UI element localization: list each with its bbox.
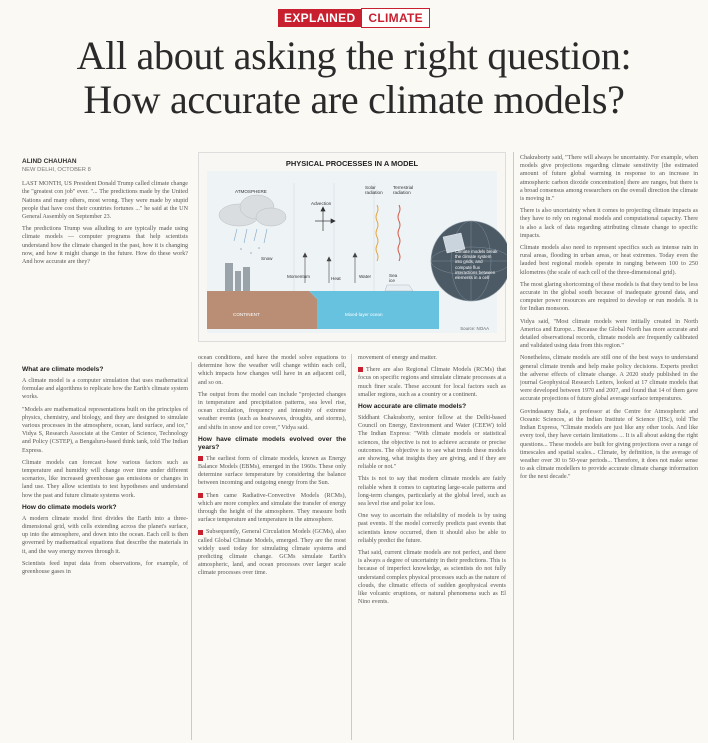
bullet-marker [198,530,203,535]
column-a [22,362,188,740]
label-momentum: Momentum [287,274,310,279]
globe-note: Climate models break the climate system into grids, and compute flux interactions between elements in a cell [455,249,498,281]
label-mixed-layer-ocean: Mixed-layer ocean [345,312,383,317]
col-c-bullet-1-text: There are also Regional Climate Models (RCMs) that focus on specific regions and simulate climate processes at a much finer scale. These account for local factors such as smaller regions, such as a country or a continent. [358,367,506,398]
subhead-how-models-work: How do climate models work? [22,503,117,511]
col-c-paragraph-1: movement of energy and matter. [358,355,437,361]
author-byline: ALIND CHAUHAN [22,158,77,165]
col-b-bullet-1-text: The earliest form of climate models, known as Energy Balance Models (EBMs), emerged in the 1960s. These only determine surface temperature by considering the balance between incoming and outgoing energy from the Sun. [198,455,346,487]
col-b-bullet-2 [198,492,346,525]
col-d-paragraph-7: Govindasamy Bala, a professor at the Centre for Atmospheric and Oceanic Sciences, at the Indian Institute of Science (IISc), told The Indian Express, "Climate models are just like any other tools. And like every tool, they have certain limitations ... It is all about asking the right questions... These models are built for giving projections over a range of timescales and spatial scales... Climate, by definition, is the average of weather over 30 to 50-year periods... Therefore, it does not make sense to ask climate modellers to provide accurate climate change information for the next decade." [520,408,698,481]
bullet-marker [198,493,203,498]
column-rule [351,354,352,740]
col-a-paragraph-3: Climate models can forecast how various factors such as temperature and humidity will change over time under different scenarios, like increased greenhouse gas emissions or changes in land use. They allow scientists to test hypotheses and understand how the past and future climate systems work. [22,459,188,499]
bullet-marker [198,456,203,461]
col-d-paragraph-2: There is also uncertainty when it comes to projecting climate impacts as they have to rely on regional models and computational capacity. There is also a lack of data regarding attributing climate change to specific impacts. [520,208,698,239]
label-atmosphere: ATMOSPHERE [235,189,267,194]
col-b-bullet-3-text: Subsequently, General Circulation Models (GCMs), also called Global Climate Models, emerged. They are the most widely used today for simulating climate systems and predicting climate change. GCMs simulate Earth's atmospheric, land, and ocean processes over larger scale climate processes over time. [198,529,346,577]
label-solar-radiation: Solar radiation [365,185,383,195]
col-b-paragraph-1: ocean conditions, and have the model solve equations to determine how the weather will change within each cell, which impacts how changes will have in an adjacent cell, and so on. [198,355,346,386]
col-a-paragraph-2: "Models are mathematical representations built on the principles of physics, chemistry, and biology, and they are designed to simulate various processes in the atmosphere, ocean, land surface, and ice," Vidya S, Research Associate at the Center of Science, Technology and Policy (CSTEP), a Bengaluru-based think tank, told The Indian Express. [22,406,188,454]
col-b-bullet-2-text: Then came Radiative-Convective Models (RCMs), which are more complex and simulate the transfer of energy through the height of the atmosphere. They measure both surface temperature and temperature in the atmosphere. [198,492,346,524]
intro-column [22,158,188,358]
col-c-paragraph-2: Siddhant Chakraborty, senior fellow at the Delhi-based Council on Energy, Environment and Water (CEEW) told The Indian Express: "With climate models or statistical sciences, the objective is not to achieve accurate or precise outcomes. The objective is to see what trends these models are showing, what insights they are giving, and if they are reliable or not." [358,415,506,471]
col-c-paragraph-4: One way to ascertain the reliability of models is by using past events. If the model correctly predicts past events that scientists know occurred, then it should also be able to reliably predict the future. [358,513,506,544]
intro-paragraph-1: LAST MONTH, US President Donald Trump called climate change the "greatest con job" ever. "... The predictions made by the United Nations and many others, most wrong. They were made by stupid people that have cost their countries fortunes ..." he said at the UN General Assembly on September 23. [22,181,188,221]
column-d [520,154,698,740]
col-b-paragraph-2: The output from the model can include "projected changes in temperature and precipitation patterns, sea level rise, ocean circulation, frequency and intensity of extreme weather events (such as heatwaves, droughts, and storms), and shifts in snow and ice cover," Vidya said. [198,391,346,431]
label-terrestrial-radiation: Terrestrial radiation [393,185,414,195]
col-a-paragraph-1: A climate model is a computer simulation that uses mathematical formulae and algorithms to replicate how the Earth's climate system works. [22,378,188,401]
bullet-marker [358,367,363,372]
subhead-how-accurate: How accurate are climate models? [358,403,467,411]
column-b [198,354,346,740]
headline-line1: All about asking the right question: [76,33,632,78]
label-water: Water [359,274,372,279]
headline-line2: How accurate are climate models? [83,77,625,122]
col-b-bullet-3 [198,528,346,577]
label-continent: CONTINENT [233,312,260,317]
col-d-paragraph-4: The most glaring shortcoming of these models is that they tend to be less accurate in the global south because of inadequate ground data, and computer power resources are required to develop or run models. It is for Indian monsoon. [520,281,698,313]
label-sea-ice: Sea ice [389,273,398,283]
kicker-climate: CLIMATE [361,8,430,28]
column-rule [191,362,192,740]
column-c [358,354,506,740]
col-d-paragraph-6: Nonetheless, climate models are still one of the best ways to understand general climate trends and help make policy decisions. Experts predict the adverse effects of climate change. A 2020 study published in the journal Geophysical Research Letters, looked at 17 climate models that were developed between 1970 and 2007, and found that 14 of them gave accurate projections of future global average surface temperatures. [520,355,698,403]
dateline: NEW DELHI, OCTOBER 8 [22,167,91,173]
subhead-what-are-models: What are climate models? [22,366,104,373]
col-d-paragraph-3: Climate models also need to represent specifics such as intense rain in rural areas, flooding in urban areas, or heat extremes. Today even the lauded best regional models operate in ranging between 100 to 250 kilometres (the scale of each cell of the three-dimensional grid). [520,245,698,276]
figure-title: PHYSICAL PROCESSES IN A MODEL [285,159,419,168]
subhead-models-evolved: How have climate models evolved over the years? [198,435,346,451]
column-rule [513,152,514,740]
col-c-paragraph-3: This is not to say that modern climate models are fairly reliable when it comes to capturing large-scale patterns and long-term changes, particularly at the global level, such as sea level rise and polar ice loss. [358,476,506,508]
physical-processes-figure [198,152,506,342]
col-c-paragraph-5: That said, current climate models are not perfect, and there is always a degree of uncertainty in their predictions. This is because of imperfect knowledge, as scientists do not fully understand complex physical processes such as the nature of clouds, the climatic effects of sudden geophysical events like volcanic eruptions, or natural phenomena such as El Nino events. [358,550,506,606]
section-kicker [0,8,708,28]
col-c-bullet-1 [358,366,506,399]
headline [0,34,708,122]
col-b-bullet-1 [198,455,346,488]
label-snow: Snow [261,256,273,261]
col-d-paragraph-5: Vidya said, "Most climate models were initially created in North America and Europe... Because the Global North has more accurate and detailed observational records, climate models are frequently calibrated and validated using data from this region." [520,318,698,350]
kicker-explained: EXPLAINED [278,9,361,27]
col-d-paragraph-1: Chakraborty said, "There will always be uncertainty. For example, when models give projections regarding climate sensitivity [the estimated amount of future global warming in response to an increase in atmospheric carbon dioxide concentration] there are ranges, but there is a broad consensus among researchers on the overall direction the climate is moving in." [520,155,698,203]
intro-paragraph-2: The predictions Trump was alluding to are typically made using climate models — computer programs that help scientists understand how the climate changed in the past, how it is changing now, and how it might change in the future. How do these work? And how accurate are they? [22,226,188,266]
col-a-paragraph-5: Scientists feed input data from observations, for example, of greenhouse gases in [22,560,188,576]
figure-source: Source: NOAA [460,326,489,331]
label-advection: Advection [311,201,332,206]
col-a-paragraph-4: A modern climate model first divides the Earth into a three-dimensional grid, with cells extending across the planet's surface, up into the atmosphere, and down into the ocean. Each cell is then governed by mathematical equations that describe the materials in it, and the way energy moves through it. [22,515,188,555]
label-heat: Heat [331,276,341,281]
